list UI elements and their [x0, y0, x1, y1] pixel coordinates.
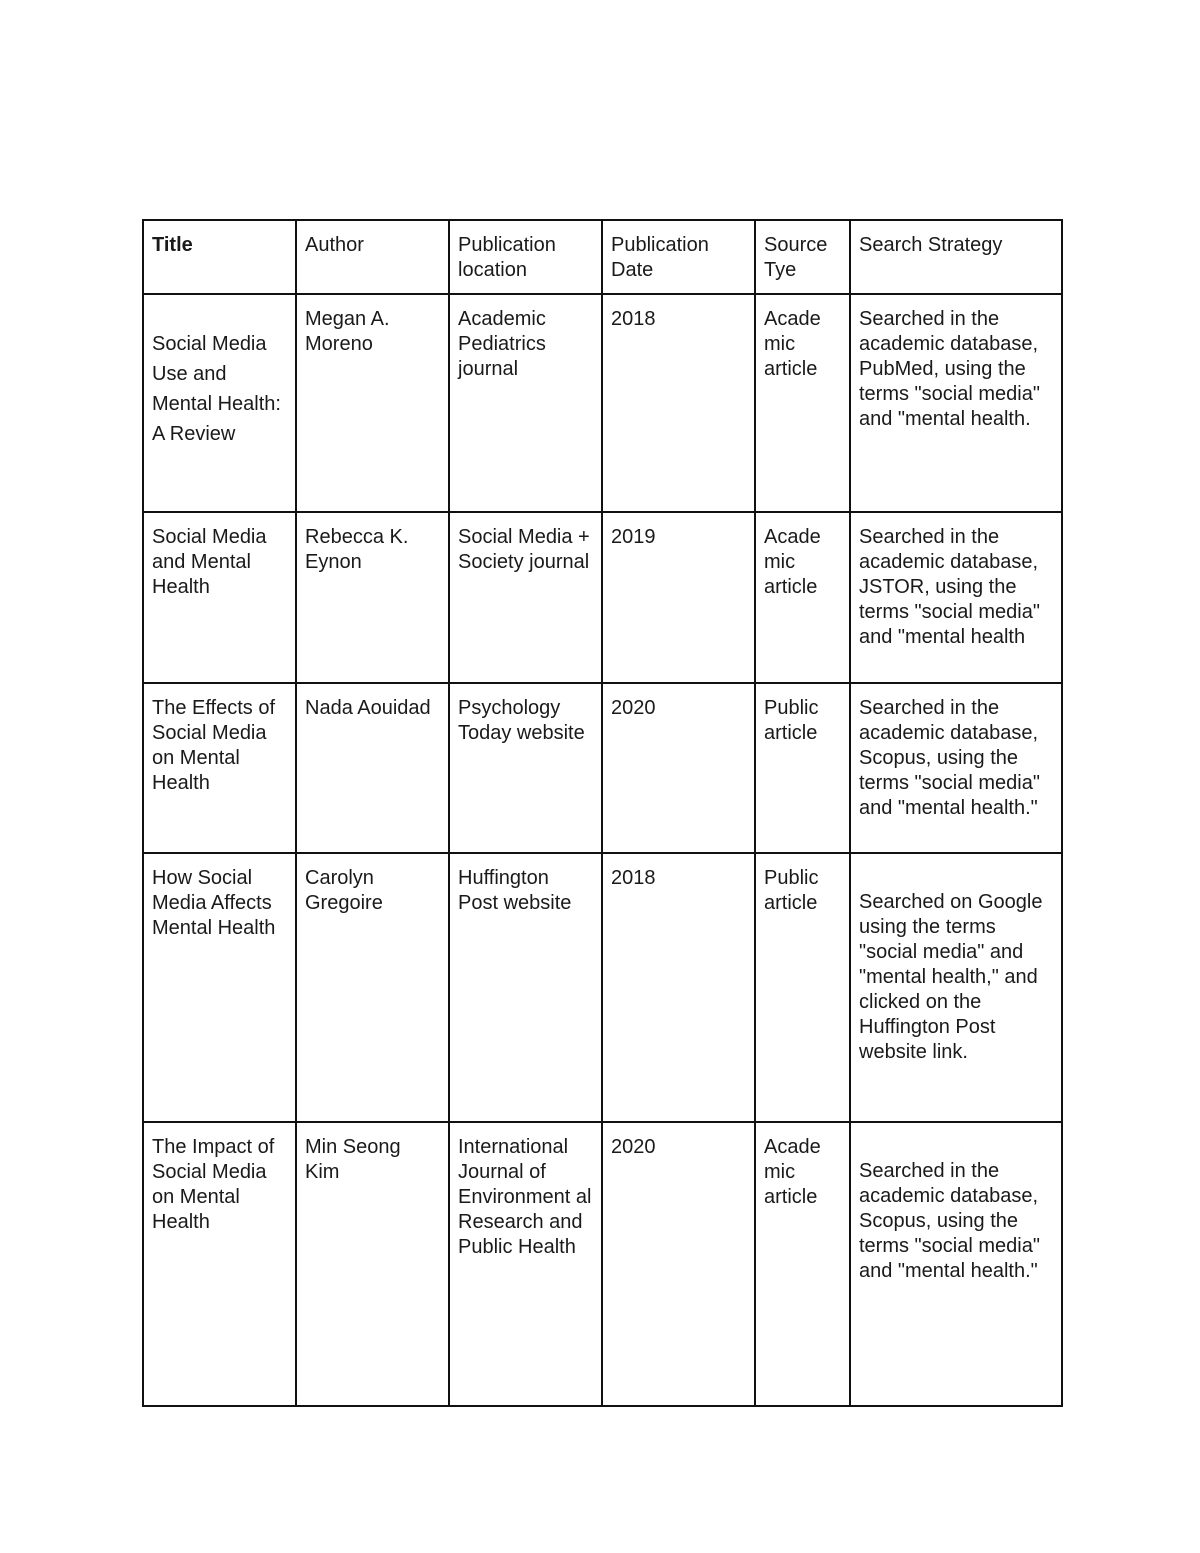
cell-location: Academic Pediatrics journal: [449, 294, 602, 512]
cell-date: 2018: [602, 294, 755, 512]
header-publication-location: Publication location: [449, 220, 602, 294]
cell-author: Rebecca K. Eynon: [296, 512, 449, 683]
cell-title: The Effects of Social Media on Mental Health: [143, 683, 296, 853]
cell-strategy: Searched in the academic database, JSTOR, using the terms "social media" and "mental health: [850, 512, 1062, 683]
cell-source-type: Acade mic article: [755, 512, 850, 683]
header-search-strategy: Search Strategy: [850, 220, 1062, 294]
cell-author: Nada Aouidad: [296, 683, 449, 853]
cell-strategy: Searched in the academic database, Scopus, using the terms "social media" and "mental health.": [850, 683, 1062, 853]
cell-author: Megan A. Moreno: [296, 294, 449, 512]
table-row: [143, 294, 1062, 512]
cell-location: Social Media + Society journal: [449, 512, 602, 683]
cell-title: Social Media Use and Mental Health: A Review: [143, 294, 296, 512]
cell-source-type: Acade mic article: [755, 294, 850, 512]
table-row: [143, 683, 1062, 853]
cell-source-type: Public article: [755, 853, 850, 1122]
table-row: [143, 853, 1062, 1122]
cell-source-type: Acade mic article: [755, 1122, 850, 1406]
table-row: [143, 512, 1062, 683]
header-author: Author: [296, 220, 449, 294]
cell-strategy: Searched on Google using the terms "social media" and "mental health," and clicked on the Huffington Post website link.: [850, 853, 1062, 1122]
header-title: Title: [143, 220, 296, 294]
cell-location: International Journal of Environment al Research and Public Health: [449, 1122, 602, 1406]
header-row: [143, 220, 1062, 294]
cell-date: 2020: [602, 1122, 755, 1406]
cell-title: How Social Media Affects Mental Health: [143, 853, 296, 1122]
cell-title: Social Media and Mental Health: [143, 512, 296, 683]
table-row: [143, 1122, 1062, 1406]
cell-title: The Impact of Social Media on Mental Health: [143, 1122, 296, 1406]
cell-date: 2020: [602, 683, 755, 853]
cell-date: 2019: [602, 512, 755, 683]
cell-location: Huffington Post website: [449, 853, 602, 1122]
cell-strategy: Searched in the academic database, Scopus, using the terms "social media" and "mental health.": [850, 1122, 1062, 1406]
cell-author: Carolyn Gregoire: [296, 853, 449, 1122]
header-publication-date: Publication Date: [602, 220, 755, 294]
cell-location: Psychology Today website: [449, 683, 602, 853]
cell-date: 2018: [602, 853, 755, 1122]
header-source-type: Source Tye: [755, 220, 850, 294]
cell-source-type: Public article: [755, 683, 850, 853]
cell-author: Min Seong Kim: [296, 1122, 449, 1406]
cell-strategy: Searched in the academic database, PubMed, using the terms "social media" and "mental health.: [850, 294, 1062, 512]
sources-table: [142, 219, 1063, 1407]
